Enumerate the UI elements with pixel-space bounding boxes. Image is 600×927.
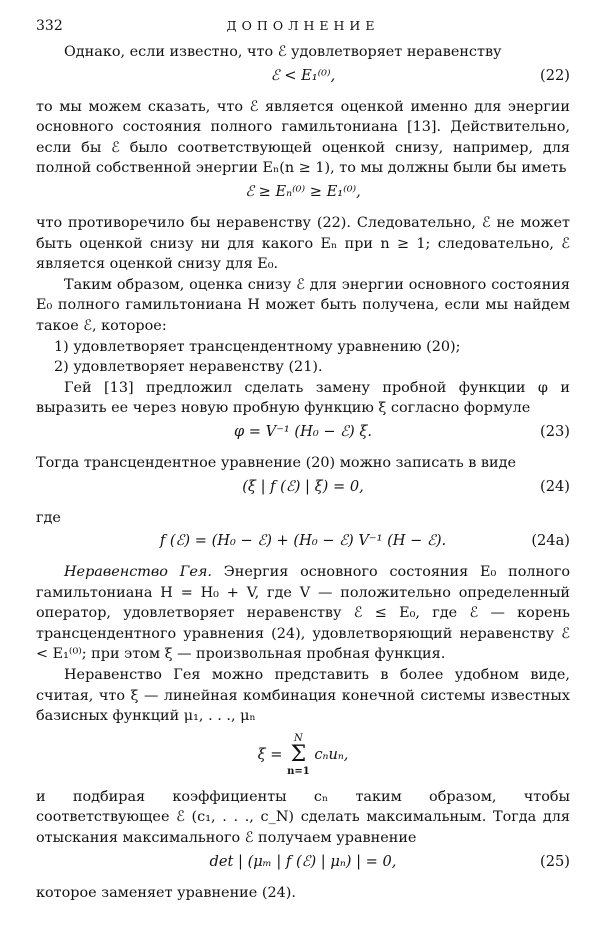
equation-25 — [36, 853, 570, 875]
page-number: 332 — [36, 18, 63, 34]
paragraph-8-text: Энергия основного состояния E₀ полного гамильтониана H = H₀ + V, где V — положительно определенный оператор, удовлетворяет неравенству ℰ ≤ E₀, где ℰ — корень трансцендентного уравнения (24), удовлетворяющий неравенству ℰ < E₁⁽⁰⁾; при этом ξ — произвольная пробная функция. — [36, 564, 570, 663]
paragraph-6: Тогда трансцендентное уравнение (20) можно записать в виде — [36, 454, 517, 471]
paragraph-2: то мы можем сказать, что ℰ является оценкой именно для энергии основного состояния полного гамильтониана [13]. Действительно, если бы ℰ было соответствующей оценкой снизу, например, для полной собственной энергии Eₙ(n ≥ 1), то мы должны были бы иметь — [36, 98, 570, 177]
equation-25-expr: det | (μₘ | f (ℰ) | μₙ) | = 0, — [209, 852, 397, 870]
equation-24a — [36, 532, 570, 554]
paragraph-8 — [36, 562, 570, 665]
equation-24-expr: (ξ | f (ℰ) | ξ) = 0, — [242, 477, 364, 495]
equation-sum-rhs: cₙuₙ, — [314, 745, 349, 763]
paragraph-9: Неравенство Гея можно представить в более удобном виде, считая, что ξ — линейная комбинация конечной системы известных базисных функций μ₁, . . ., μₙ — [36, 667, 570, 725]
running-head: ДОПОЛНЕНИЕ — [226, 18, 380, 33]
equation-22-expr: ℰ < E₁⁽⁰⁾, — [270, 66, 336, 84]
sigma-block — [287, 733, 310, 777]
sigma-symbol: Σ — [290, 741, 307, 767]
paragraph-3: что противоречило бы неравенству (22). Следовательно, ℰ не может быть оценкой снизу ни для какого Eₙ при n ≥ 1; следовательно, ℰ является оценкой снизу для E₀. — [36, 214, 570, 273]
equation-inequality — [36, 183, 570, 205]
equation-24 — [36, 478, 570, 500]
list-item-2: 2) удовлетворяет неравенству (21). — [54, 359, 323, 376]
book-page — [36, 18, 570, 903]
gay-inequality-title: Неравенство Гея. — [64, 564, 212, 581]
equation-inequality-expr: ℰ ≥ Eₙ⁽⁰⁾ ≥ E₁⁽⁰⁾, — [245, 182, 361, 200]
paragraph-1: Однако, если известно, что ℰ удовлетворяет неравенству — [64, 44, 502, 60]
equation-sum-lhs: ξ = — [257, 745, 283, 763]
equation-24a-expr: f (ℰ) = (H₀ − ℰ) + (H₀ − ℰ) V⁻¹ (H − ℰ). — [159, 532, 447, 550]
equation-sum-expr — [36, 733, 570, 777]
equation-23-number: (23) — [540, 422, 570, 440]
equation-sum — [36, 729, 570, 781]
equation-24-number: (24) — [540, 477, 570, 495]
sigma-lower-limit: n=1 — [287, 765, 310, 777]
paragraph-4: Таким образом, оценка снизу ℰ для энергии основного состояния E₀ полного гамильтониана H может быть получена, если мы найдем такое ℰ, которое: — [36, 276, 570, 334]
sigma-upper-limit: N — [294, 732, 303, 744]
paragraph-7: где — [36, 509, 61, 526]
paragraph-5: Гей [13] предложил сделать замену пробной функции φ и выразить ее через новую пробную функцию ξ согласно формуле — [36, 379, 570, 417]
paragraph-10: и подбирая коэффициенты cₙ таким образом, чтобы соответствующее ℰ (c₁, . . ., c_N) сделать максимальным. Тогда для отыскания максимального ℰ получаем уравнение — [36, 788, 570, 847]
equation-25-number: (25) — [540, 852, 570, 870]
paragraph-11: которое заменяет уравнение (24). — [36, 884, 296, 901]
page-header — [36, 18, 570, 42]
equation-22 — [36, 67, 570, 89]
equation-23 — [36, 423, 570, 445]
equation-23-expr: φ = V⁻¹ (H₀ − ℰ) ξ. — [233, 422, 373, 440]
equation-24a-number: (24а) — [531, 532, 570, 550]
equation-22-number: (22) — [540, 66, 570, 84]
list-item-1: 1) удовлетворяет трансцендентному уравнению (20); — [54, 338, 461, 355]
